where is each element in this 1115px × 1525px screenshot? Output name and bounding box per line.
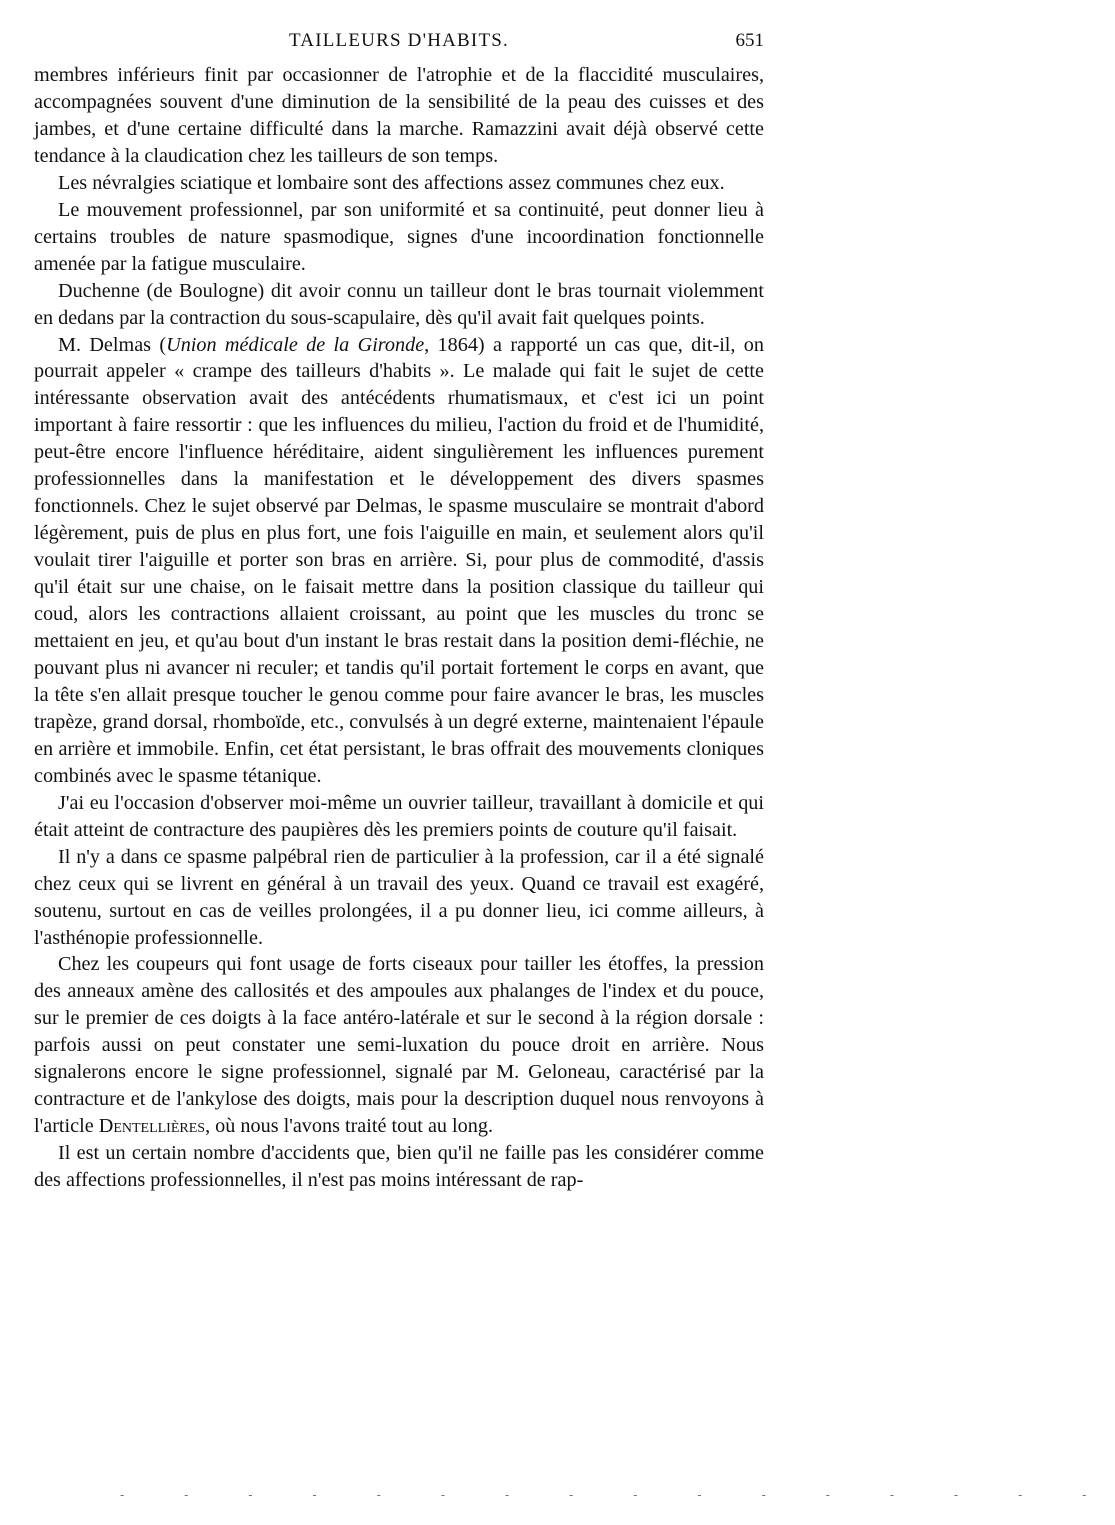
paragraph-accidents: Il est un certain nombre d'accidents que, bien qu'il ne faille pas les considérer comme des affections professionnelles, il n'est pas moins intéressant de rap- (34, 1142, 764, 1192)
cutters-text-before: Chez les coupeurs qui font usage de forts ciseaux pour tailler les étoffes, la pression des anneaux amène des callosités et des ampoules aux phalanges de l'index et du pouce, sur le premier de ces doigts à la face antéro-latérale et sur le second à la région dorsale : parfois aussi on peut constater une semi-luxation du pouce droit en arrière. Nous signalerons encore le signe professionnel, signalé par M. Geloneau, caractérisé par la contracture et de l'ankylose des doigts, mais pour la description duquel nous renvoyons à l'article (34, 953, 764, 1138)
paragraph-spasmodic-troubles: Le mouvement professionnel, par son uniformité et sa continuité, peut donner lieu à certains troubles de nature spasmodique, signes d'une incoordination fonctionnelle amenée par la fatigue musculaire. (34, 198, 764, 275)
delmas-text-before: M. Delmas ( (58, 333, 167, 356)
paragraph-cutters (34, 951, 764, 1140)
cutters-text-after: , où nous l'avons traité tout au long. (205, 1115, 493, 1138)
paragraph-duchenne: Duchenne (de Boulogne) dit avoir connu un tailleur dont le bras tournait violemment en dedans par la contraction du sous-scapulaire, dès qu'il avait fait quelques points. (34, 279, 764, 329)
paragraph-delmas (34, 332, 764, 790)
paragraph-neuralgia: Les névralgies sciatique et lombaire sont des affections assez communes chez eux. (58, 171, 725, 194)
delmas-text-after: , 1864) a rapporté un cas que, dit-il, on pourrait appeler « crampe des tailleurs d'habits ». Le malade qui fait le sujet de cette intéressante observation avait des antécédents rhumatismaux, et c'est ici un point important à faire ressortir : que les influences du milieu, l'action du froid et de l'humidité, peut-être encore l'influence héréditaire, aident singulièrement les influences purement professionnelles dans la manifestation et le développement des divers spasmes fonctionnels. Chez le sujet observé par Delmas, le spasme musculaire se montrait d'abord légèrement, puis de plus en plus fort, une fois l'aiguille en main, et seulement alors qu'il voulait tirer l'aiguille et porter son bras en arrière. Si, pour plus de commodité, d'assis qu'il était sur une chaise, on le faisait mettre dans la position classique du tailleur qui coud, alors les contractions allaient croissant, au point que les muscles du tronc se mettaient en jeu, et qu'au bout d'un instant le bras restait dans la position demi-fléchie, ne pouvant plus ni avancer ni reculer; et tandis qu'il portait fortement le corps en avant, que la tête s'en allait presque toucher le genou comme pour faire avancer le bras, les muscles trapèze, grand dorsal, rhomboïde, etc., convulsés à un degré externe, maintenaient l'épaule en arrière et immobile. Enfin, cet état persistant, le bras offrait des mouvements cloniques combinés avec le spasme tétanique. (34, 333, 764, 787)
article-reference: Dentellières (98, 1115, 206, 1138)
paragraph-palpebral-spasm: Il n'y a dans ce spasme palpébral rien de particulier à la profession, car il a été signalé chez ceux qui se livrent en général à un travail des yeux. Quand ce travail est exagéré, soutenu, surtout en cas de veilles prolongées, il a pu donner lieu, ici comme ailleurs, à l'asthénopie professionnelle. (34, 845, 764, 949)
page-number: 651 (735, 30, 764, 51)
scan-artifact-marks: - - - - - - - - - - - - - - - - (120, 1488, 1115, 1502)
journal-title: Union médicale de la Gironde (166, 333, 425, 356)
page-header (34, 30, 764, 60)
body-text (34, 62, 764, 1194)
running-title: TAILLEURS D'HABITS. (289, 30, 509, 51)
paragraph-eyelid-contracture: J'ai eu l'occasion d'observer moi-même un ouvrier tailleur, travaillant à domicile et qui était atteint de contracture des paupières dès les premiers points de couture qu'il faisait. (34, 791, 764, 841)
paragraph-atrophy: membres inférieurs finit par occasionner de l'atrophie et de la flaccidité musculaires, accompagnées souvent d'une diminution de la sensibilité de la peau des cuisses et des jambes, et d'une certaine difficulté dans la marche. Ramazzini avait déjà observé cette tendance à la claudication chez les tailleurs de son temps. (34, 64, 764, 167)
